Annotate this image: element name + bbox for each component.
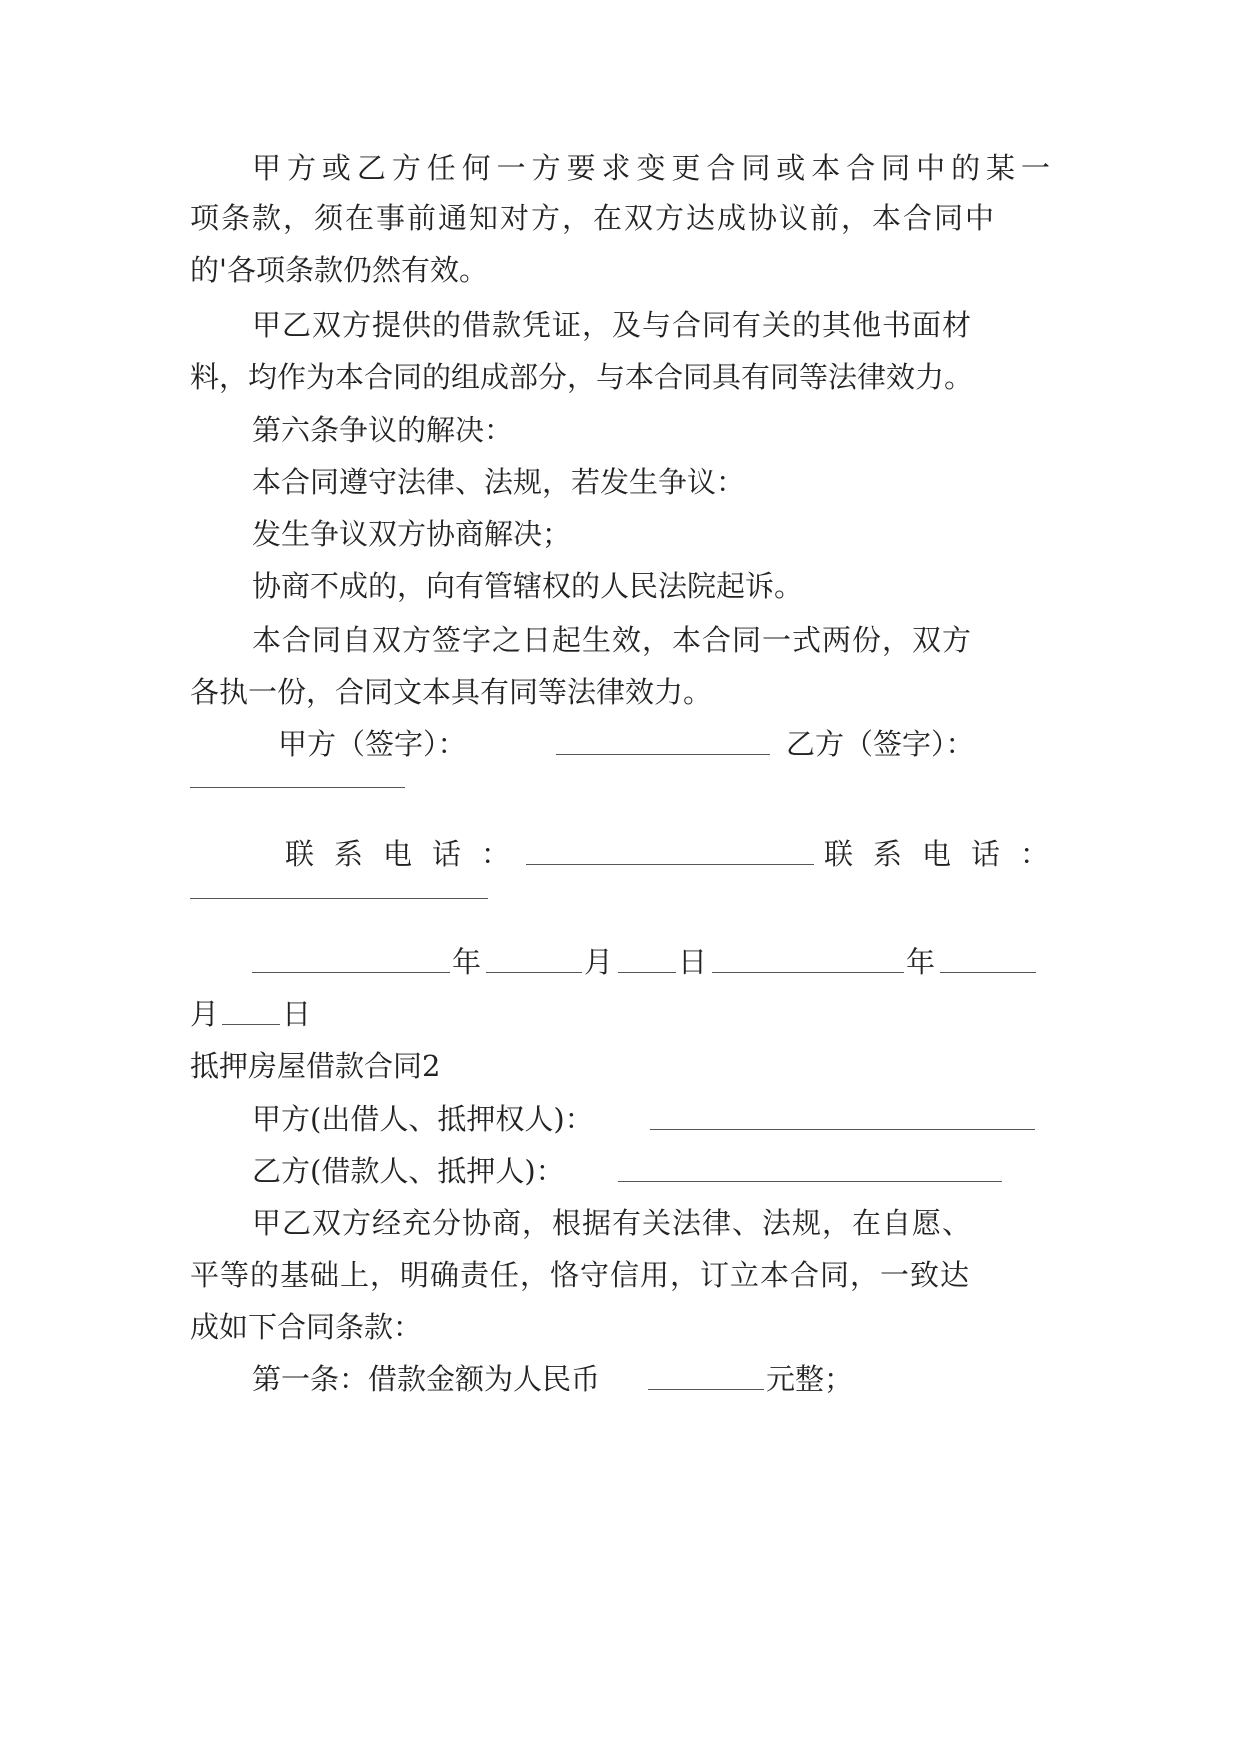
text-char: 或	[776, 151, 806, 185]
date-row	[190, 942, 1050, 982]
text-line: 协商不成的，向有管辖权的人民法院起诉。	[252, 569, 804, 603]
text-char: 某	[986, 151, 1016, 185]
article-6-line-1	[252, 462, 1112, 502]
text-char: 方	[286, 151, 316, 185]
paragraph-3-line-1	[252, 620, 1050, 660]
date-row-continued	[190, 994, 1050, 1034]
text-char: 或	[321, 151, 351, 185]
month-label: 月	[190, 997, 220, 1031]
party-b-year-blank[interactable]	[712, 972, 904, 973]
loan-amount-blank[interactable]	[648, 1389, 764, 1390]
paragraph-2-line-1	[252, 305, 1050, 345]
party-a-month-blank[interactable]	[486, 972, 582, 973]
text-line: 甲乙双方经充分协商，根据有关法律、法规，在自愿、	[252, 1206, 973, 1240]
article-6-line-3	[252, 566, 1112, 606]
text-char: 一	[496, 151, 526, 185]
paragraph-3-line-2	[190, 672, 1050, 712]
party-a-signature-label: 甲方（签字）：	[278, 727, 467, 761]
signature-row	[190, 724, 1050, 764]
text-char: 同	[881, 151, 911, 185]
party-b-month-blank[interactable]	[940, 972, 1036, 973]
contract-2-intro-line-1	[252, 1203, 1050, 1243]
paragraph-1-line-1	[252, 148, 1050, 188]
contract-2-title	[190, 1046, 1050, 1086]
text-char: 本	[811, 151, 841, 185]
text-char: 合	[846, 151, 876, 185]
party-b-phone-label: 联系电话：	[824, 837, 1070, 871]
text-line: 料，均作为本合同的组成部分，与本合同具有同等法律效力。	[190, 360, 974, 394]
year-label: 年	[906, 945, 936, 979]
text-char: 求	[601, 151, 631, 185]
text-line: 成如下合同条款：	[190, 1310, 423, 1344]
text-line: 项条款，须在事前通知对方，在双方达成协议前，本合同中	[190, 201, 997, 235]
contract-2-party-b-row	[252, 1151, 1050, 1191]
party-a-day-blank[interactable]	[618, 972, 676, 973]
text-char: 的	[951, 151, 981, 185]
text-char: 方	[391, 151, 421, 185]
party-a-phone-label: 联系电话：	[285, 837, 531, 871]
text-char: 一	[1020, 151, 1050, 185]
month-label: 月	[584, 945, 614, 979]
text-line: 本合同遵守法律、法规，若发生争议：	[252, 465, 746, 499]
party-b-signature-label: 乙方（签字）：	[786, 727, 975, 761]
text-line: 抵押房屋借款合同2	[190, 1049, 441, 1083]
party-a-phone-blank[interactable]	[526, 864, 814, 865]
party-b-day-blank[interactable]	[222, 1024, 280, 1025]
article-1-suffix: 元整；	[766, 1362, 854, 1396]
text-line: 平等的基础上，明确责任，恪守信用，订立本合同，一致达	[190, 1258, 971, 1292]
text-char: 何	[461, 151, 491, 185]
text-line: 第六条争议的解决：	[252, 413, 514, 447]
party-b-signature-blank[interactable]	[190, 786, 405, 788]
contract-2-party-a-row	[252, 1099, 1050, 1139]
contract-2-intro-line-3	[190, 1307, 1050, 1347]
text-line: 的'各项条款仍然有效。	[190, 253, 488, 287]
day-label: 日	[678, 945, 708, 979]
party-b-phone-blank[interactable]	[190, 897, 488, 899]
paragraph-1-line-2	[190, 198, 1050, 238]
contract-2-article-1-row	[252, 1359, 1050, 1399]
paragraph-1-line-3	[190, 250, 1050, 290]
text-char: 更	[671, 151, 701, 185]
text-char: 任	[426, 151, 456, 185]
text-char: 乙	[356, 151, 386, 185]
contract-2-party-b-blank[interactable]	[618, 1181, 1002, 1182]
text-line: 甲乙双方提供的借款凭证，及与合同有关的其他书面材	[252, 308, 973, 342]
text-char: 变	[636, 151, 666, 185]
text-line: 各执一份，合同文本具有同等法律效力。	[190, 675, 713, 709]
contract-2-intro-line-2	[190, 1255, 1050, 1295]
text-char: 甲	[252, 151, 282, 185]
article-6-title	[252, 410, 1112, 450]
text-char: 中	[916, 151, 946, 185]
day-label: 日	[282, 997, 312, 1031]
party-a-year-blank[interactable]	[252, 972, 450, 973]
text-line: 本合同自双方签字之日起生效，本合同一式两份，双方	[252, 623, 973, 657]
text-char: 要	[566, 151, 596, 185]
text-char: 同	[741, 151, 771, 185]
contract-2-party-a-label: 甲方(出借人、抵押权人)：	[252, 1102, 594, 1136]
text-char: 合	[706, 151, 736, 185]
contract-2-party-b-label: 乙方(借款人、抵押人)：	[252, 1154, 565, 1188]
text-char: 方	[531, 151, 561, 185]
year-label: 年	[452, 945, 482, 979]
phone-row	[190, 834, 1070, 874]
article-6-line-2	[252, 514, 1112, 554]
text-line: 发生争议双方协商解决；	[252, 517, 572, 551]
paragraph-2-line-2	[190, 357, 1050, 397]
contract-2-party-a-blank[interactable]	[650, 1129, 1035, 1130]
article-1-prefix: 第一条：借款金额为人民币	[252, 1362, 601, 1396]
party-a-signature-blank[interactable]	[556, 754, 770, 755]
